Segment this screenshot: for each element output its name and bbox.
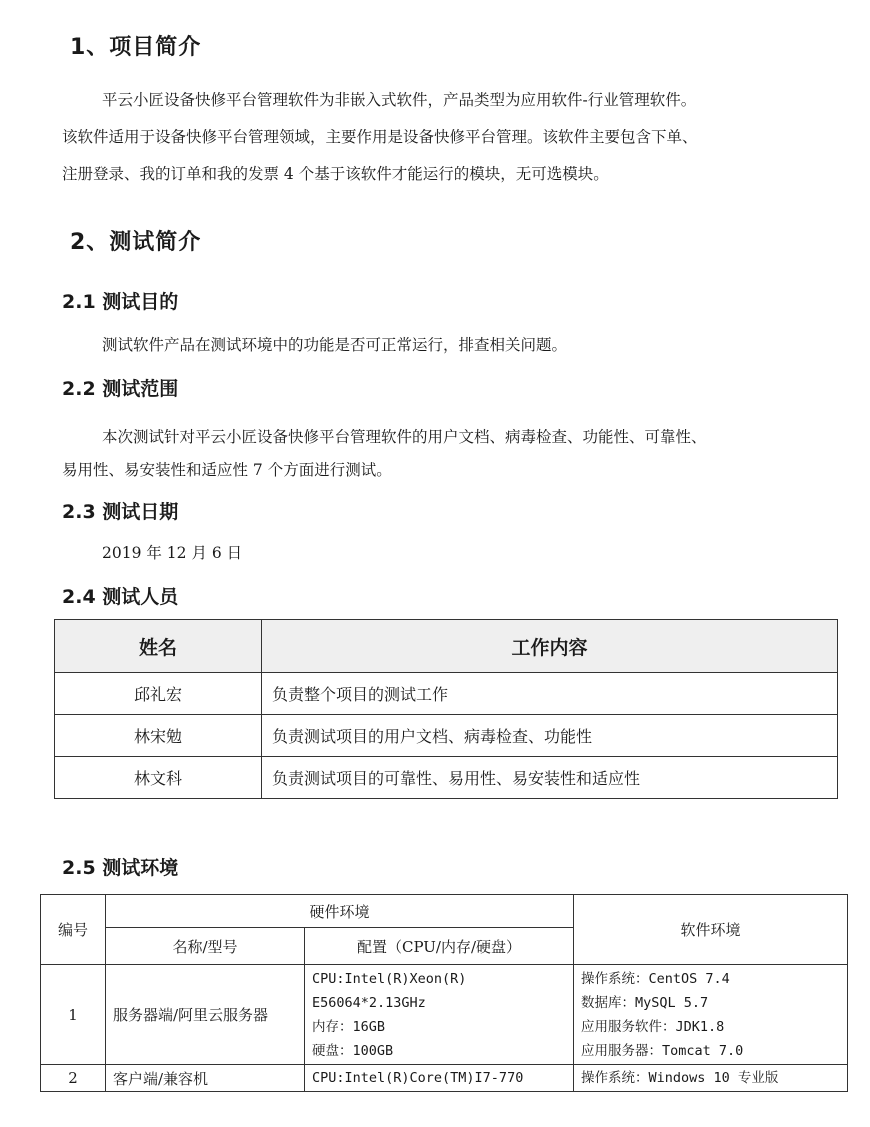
s21-heading: 2.1 测试目的 [62,291,179,313]
s21-text: 测试软件产品在测试环境中的功能是否可正常运行，排查相关问题。 [102,336,568,354]
staff-work: 负责整个项目的测试工作 [262,673,838,715]
column-header-hardware: 硬件环境 [106,895,574,928]
environment-table [40,894,848,1092]
staff-name: 林文科 [55,757,262,799]
section2-heading: 2、测试简介 [70,230,202,255]
staff-work: 负责测试项目的可靠性、易用性、易安装性和适应性 [262,757,838,799]
env-software [574,965,848,1065]
column-header-software: 软件环境 [574,895,848,965]
staff-work: 负责测试项目的用户文档、病毒检查、功能性 [262,715,838,757]
config-line: 内存：16GB [312,1018,386,1035]
s25-heading: 2.5 测试环境 [62,857,179,879]
staff-table [54,619,838,799]
table-row [41,1065,848,1092]
env-no: 2 [41,1065,106,1092]
column-header-name: 姓名 [55,620,262,673]
section1-heading: 1、项目简介 [70,35,202,60]
s22-heading: 2.2 测试范围 [62,378,179,400]
env-name: 客户端/兼容机 [106,1065,305,1092]
table-header-row [55,620,838,673]
env-config [305,965,574,1065]
software-line: 数据库：MySQL 5.7 [581,994,709,1011]
env-software: 操作系统：Windows 10 专业版 [574,1065,848,1092]
env-no: 1 [41,965,106,1065]
s22-line1: 本次测试针对平云小匠设备快修平台管理软件的用户文档、病毒检查、功能性、可靠性、 [102,428,707,446]
column-header-model: 名称/型号 [106,928,305,965]
table-row [55,715,838,757]
staff-name: 邱礼宏 [55,673,262,715]
env-name: 服务器端/阿里云服务器 [106,965,305,1065]
column-header-config: 配置（CPU/内存/硬盘） [305,928,574,965]
test-date: 2019 年 12 月 6 日 [102,544,243,562]
s23-heading: 2.3 测试日期 [62,501,179,523]
software-line: 应用服务器：Tomcat 7.0 [581,1042,744,1059]
s22-line2: 易用性、易安装性和适应性 7 个方面进行测试。 [62,461,392,479]
column-header-no: 编号 [41,895,106,965]
table-row [55,673,838,715]
table-row [41,965,848,1065]
env-config: CPU:Intel(R)Core(TM)I7-770 [305,1065,574,1092]
s24-heading: 2.4 测试人员 [62,586,179,608]
table-header-row [41,895,848,928]
software-line: 操作系统：CentOS 7.4 [581,970,730,987]
software-line: 应用服务软件：JDK1.8 [581,1018,725,1035]
config-line: 硬盘：100GB [312,1042,394,1059]
paragraph-line: 平云小匠设备快修平台管理软件为非嵌入式软件，产品类型为应用软件-行业管理软件。 [102,91,697,109]
column-header-work: 工作内容 [262,620,838,673]
paragraph-line: 该软件适用于设备快修平台管理领域，主要作用是设备快修平台管理。该软件主要包含下单、 [62,128,698,146]
staff-name: 林宋勉 [55,715,262,757]
config-line: E56064*2.13GHz [312,994,426,1011]
config-line: CPU:Intel(R)Xeon(R) [312,970,467,987]
paragraph-line: 注册登录、我的订单和我的发票 4 个基于该软件才能运行的模块，无可选模块。 [62,165,609,183]
table-row [55,757,838,799]
